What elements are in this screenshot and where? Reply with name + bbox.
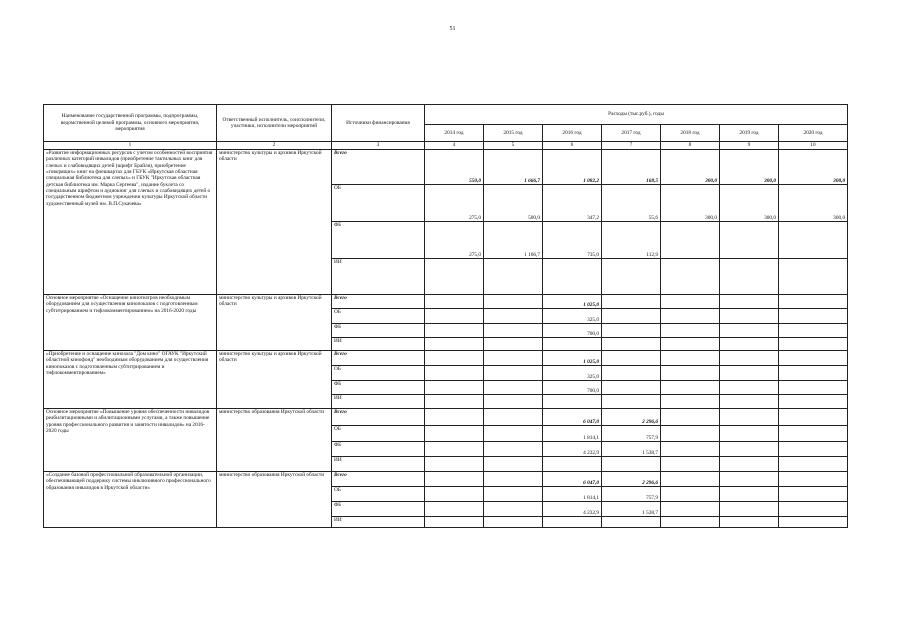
expense-value: 550,0: [425, 150, 484, 185]
expense-value: [661, 426, 720, 442]
measure-executor: министерство культуры и архивов Иркутской области: [217, 150, 332, 295]
column-number: 10: [779, 142, 848, 150]
expense-value: [602, 381, 661, 395]
expense-value: [661, 295, 720, 309]
expense-value: [720, 395, 779, 409]
expense-value: 1 666,7: [484, 150, 543, 185]
expense-value: [425, 395, 484, 409]
expense-value: 1 814,1: [543, 426, 602, 442]
measure-executor: министерство образования Иркутской области: [217, 409, 332, 472]
measure-name: «Создание базовой профессиональной образовательной организации, обеспечивающей поддержку системы инклюзивного профессионального образования инвалидов в Иркутской области»: [44, 472, 217, 528]
expense-value: [661, 259, 720, 295]
expense-value: 1 025,0: [543, 295, 602, 309]
expense-value: 325,0: [543, 309, 602, 324]
expense-value: [661, 395, 720, 409]
expense-value: 300,0: [661, 150, 720, 185]
expense-value: [661, 366, 720, 381]
expense-value: [484, 395, 543, 409]
expense-value: [484, 502, 543, 517]
funding-source: ИИ: [332, 395, 425, 409]
expense-value: 4 232,9: [543, 442, 602, 457]
expense-value: [484, 517, 543, 528]
expense-value: 757,9: [602, 426, 661, 442]
header-year: 2019 год: [720, 125, 779, 142]
expense-value: [661, 324, 720, 338]
header-expenses: Расходы (тыс.руб.), годы: [425, 105, 848, 125]
funding-source: ИИ: [332, 338, 425, 351]
expense-value: [779, 517, 848, 528]
expense-value: [779, 487, 848, 502]
expense-value: [720, 381, 779, 395]
expense-value: [661, 222, 720, 259]
expense-value: [779, 395, 848, 409]
expense-value: [779, 442, 848, 457]
expense-value: [661, 381, 720, 395]
funding-source: ИИ: [332, 457, 425, 472]
funding-source: Всего: [332, 150, 425, 185]
expense-value: 1 814,1: [543, 487, 602, 502]
funding-source: Всего: [332, 295, 425, 309]
header-funding-source: Источники финансирования: [332, 105, 425, 142]
expense-value: 300,0: [779, 150, 848, 185]
expense-value: [779, 324, 848, 338]
expense-value: [425, 324, 484, 338]
expense-value: [484, 295, 543, 309]
header-year: 2015 год: [484, 125, 543, 142]
funding-source: ИИ: [332, 517, 425, 528]
expense-value: [779, 472, 848, 487]
expense-value: [484, 366, 543, 381]
expense-value: [484, 442, 543, 457]
expense-value: 112,9: [602, 222, 661, 259]
expense-value: [602, 338, 661, 351]
expense-value: [661, 338, 720, 351]
expense-value: [484, 409, 543, 426]
expense-value: [720, 309, 779, 324]
funding-source: ОБ: [332, 185, 425, 222]
header-program-name: Наименование государственной программы, подпрограммы, ведомственной целевой программы, основного мероприятия, мероприятия: [44, 105, 217, 142]
expense-value: [602, 517, 661, 528]
expense-value: 300,0: [720, 150, 779, 185]
expense-value: [602, 259, 661, 295]
expense-value: [602, 309, 661, 324]
funding-source: ОБ: [332, 487, 425, 502]
expense-value: [425, 472, 484, 487]
expense-value: 735,0: [543, 222, 602, 259]
expense-value: [779, 502, 848, 517]
measure-name: Основное мероприятие «Оснащение кинотеатров необходимым оборудованием для осуществления кинопоказов с подготовленным субтитрированием и тифлокомментированием» на 2016-2020 годы: [44, 295, 217, 351]
table-row: [44, 351, 848, 366]
expense-value: 6 047,0: [543, 409, 602, 426]
expense-value: 275,0: [425, 222, 484, 259]
expense-value: [779, 381, 848, 395]
funding-source: ФБ: [332, 324, 425, 338]
table-row: [44, 472, 848, 487]
expense-value: 300,0: [779, 185, 848, 222]
expense-value: [425, 259, 484, 295]
expense-value: 1 082,2: [543, 150, 602, 185]
expense-value: 347,2: [543, 185, 602, 222]
measure-executor: министерство образования Иркутской области: [217, 472, 332, 528]
expense-value: [720, 457, 779, 472]
expense-value: [720, 295, 779, 309]
measure-executor: министерство культуры и архивов Иркутской области: [217, 351, 332, 409]
expense-value: [425, 502, 484, 517]
funding-source: ФБ: [332, 502, 425, 517]
expense-value: [720, 259, 779, 295]
expense-value: [720, 338, 779, 351]
column-number: 8: [661, 142, 720, 150]
expense-value: [779, 295, 848, 309]
header-year: 2017 год: [602, 125, 661, 142]
expense-value: 1 166,7: [484, 222, 543, 259]
expense-value: [661, 457, 720, 472]
header-year: 2014 год: [425, 125, 484, 142]
expense-value: [602, 366, 661, 381]
expense-value: [425, 487, 484, 502]
expense-value: [425, 442, 484, 457]
expense-value: [602, 457, 661, 472]
header-executor: Ответственный исполнитель, соисполнители, участники, исполнители мероприятий: [217, 105, 332, 142]
header-year: 2020 год: [779, 125, 848, 142]
column-number: 7: [602, 142, 661, 150]
funding-source: ФБ: [332, 222, 425, 259]
budget-table: [43, 104, 848, 528]
expense-value: [779, 309, 848, 324]
expense-value: 1 538,7: [602, 442, 661, 457]
expense-value: [779, 457, 848, 472]
expense-value: 4 232,9: [543, 502, 602, 517]
measure-executor: министерство культуры и архивов Иркутской области: [217, 295, 332, 351]
expense-value: [720, 472, 779, 487]
expense-value: [720, 324, 779, 338]
expense-value: [720, 222, 779, 259]
expense-value: 700,0: [543, 324, 602, 338]
expense-value: [720, 409, 779, 426]
funding-source: ОБ: [332, 366, 425, 381]
expense-value: 55,6: [602, 185, 661, 222]
expense-value: [779, 338, 848, 351]
expense-value: [661, 487, 720, 502]
expense-value: 2 296,6: [602, 409, 661, 426]
expense-value: [425, 409, 484, 426]
measure-name: «Приобретение и оснащение кинозала "Дом кино" ОГАУК "Иркутский областной кинофонд" необходимым оборудованием для осуществления кинопоказов с подготовленным субтитрированием и тифлокомментированием»: [44, 351, 217, 409]
expense-value: [484, 338, 543, 351]
expense-value: [484, 309, 543, 324]
expense-value: [720, 366, 779, 381]
funding-source: ФБ: [332, 381, 425, 395]
expense-value: [720, 487, 779, 502]
expense-value: [543, 517, 602, 528]
expense-value: [720, 517, 779, 528]
expense-value: 2 296,6: [602, 472, 661, 487]
funding-source: Всего: [332, 409, 425, 426]
header-year: 2018 год: [661, 125, 720, 142]
measure-name: «Развитие информационных ресурсов с учетом особенностей восприятия различных категорий инвалидов (приобретение тактильных книг для слепых и слабовидящих детей (шрифт Брайля), приобретение «говорящих» книг на флешкартах для ГБУК «Иркутская областная специальная библиотека для слепых» и ГБУК "Иркутская областная детская библиотека им. Марка Сергеева", издание буклета со специальным шрифтом и аудиокниг для слепых и слабовидящих детей о государственном бюджетном учреждении культуры Иркутской области художественный музей им. В.П.Сукачева»: [44, 150, 217, 295]
expense-value: 300,0: [720, 185, 779, 222]
expense-value: 700,0: [543, 381, 602, 395]
table-row: [44, 295, 848, 309]
expense-value: 6 047,0: [543, 472, 602, 487]
expense-value: [425, 426, 484, 442]
table-row: [44, 150, 848, 185]
expense-value: [661, 517, 720, 528]
expense-value: [779, 409, 848, 426]
expense-value: 300,0: [661, 185, 720, 222]
expense-value: [484, 324, 543, 338]
expense-value: [779, 366, 848, 381]
funding-source: ИИ: [332, 259, 425, 295]
expense-value: [661, 351, 720, 366]
expense-value: [484, 457, 543, 472]
expense-value: 757,9: [602, 487, 661, 502]
expense-value: [425, 338, 484, 351]
column-number: 5: [484, 142, 543, 150]
page-number: 51: [449, 26, 456, 32]
expense-value: [602, 395, 661, 409]
expense-value: [543, 259, 602, 295]
expense-value: [661, 472, 720, 487]
column-number: 9: [720, 142, 779, 150]
expense-value: 168,5: [602, 150, 661, 185]
expense-value: [720, 442, 779, 457]
expense-value: 275,0: [425, 185, 484, 222]
expense-value: 325,0: [543, 366, 602, 381]
expense-value: [425, 517, 484, 528]
funding-source: ФБ: [332, 442, 425, 457]
expense-value: [484, 487, 543, 502]
expense-value: [720, 426, 779, 442]
expense-value: [425, 351, 484, 366]
expense-value: [661, 309, 720, 324]
column-number: 2: [217, 142, 332, 150]
expense-value: [661, 502, 720, 517]
expense-value: [602, 324, 661, 338]
expense-value: [543, 457, 602, 472]
expense-value: [661, 409, 720, 426]
expense-value: [779, 259, 848, 295]
expense-value: [543, 395, 602, 409]
expense-value: [484, 351, 543, 366]
expense-value: [425, 457, 484, 472]
expense-value: 500,0: [484, 185, 543, 222]
table-row: [44, 409, 848, 426]
expense-value: [543, 338, 602, 351]
funding-source: Всего: [332, 351, 425, 366]
header-year: 2016 год: [543, 125, 602, 142]
funding-source: ОБ: [332, 426, 425, 442]
expense-value: [425, 309, 484, 324]
expense-value: [425, 366, 484, 381]
expense-value: [720, 351, 779, 366]
expense-value: [602, 351, 661, 366]
expense-value: [720, 502, 779, 517]
expense-value: [779, 426, 848, 442]
column-number: 6: [543, 142, 602, 150]
expense-value: [425, 295, 484, 309]
expense-value: [484, 381, 543, 395]
funding-source: ОБ: [332, 309, 425, 324]
column-number: 4: [425, 142, 484, 150]
expense-value: [602, 295, 661, 309]
expense-value: 1 025,0: [543, 351, 602, 366]
expense-value: [779, 222, 848, 259]
expense-value: [484, 259, 543, 295]
expense-value: [484, 426, 543, 442]
funding-source: Всего: [332, 472, 425, 487]
expense-value: 1 538,7: [602, 502, 661, 517]
expense-value: [484, 472, 543, 487]
expense-value: [779, 351, 848, 366]
expense-value: [661, 442, 720, 457]
column-number: 3: [332, 142, 425, 150]
measure-name: Основное мероприятие «Повышение уровня обеспеченности инвалидов реабилитационными и абилитационными услугами, а также повышение уровня профессионального развития и занятости инвалидов» на 2016-2020 годы: [44, 409, 217, 472]
expense-value: [425, 381, 484, 395]
column-number: 1: [44, 142, 217, 150]
